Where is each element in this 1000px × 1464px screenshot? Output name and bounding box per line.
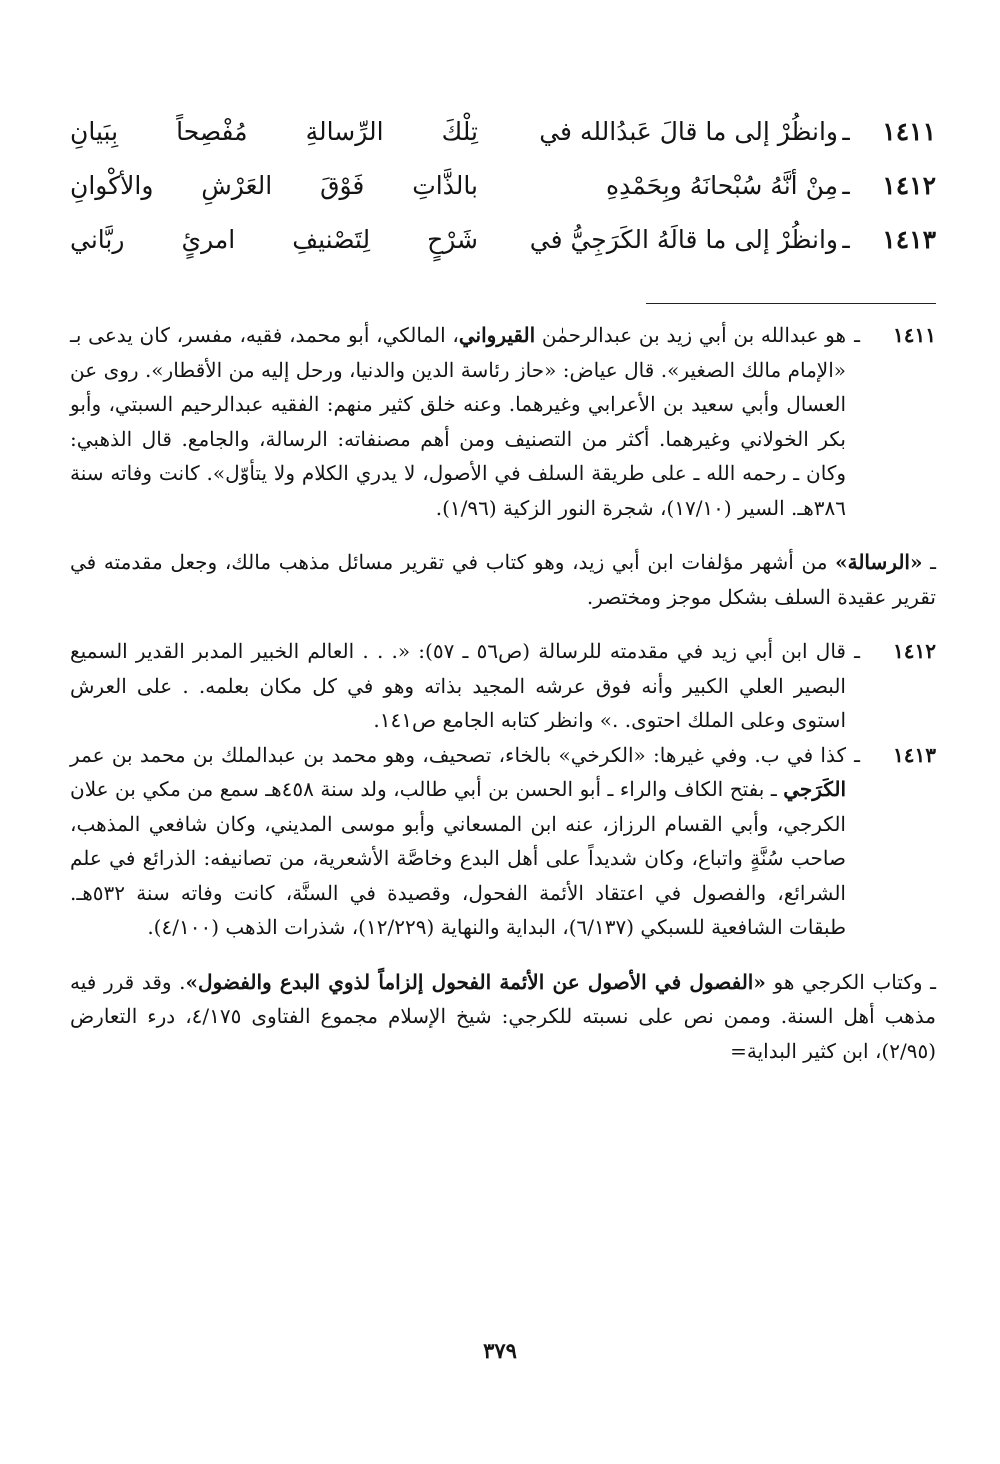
footnote-number: ١٤١٢ [893,639,936,663]
footnote-text: هو عبدالله بن أبي زيد بن عبدالرحمٰن [535,323,846,347]
footnote-number: ١٤١٣ [893,742,936,767]
footnote-separator [646,303,936,304]
footnote-body [70,738,846,945]
footnote-number: ١٤١١ [893,323,936,347]
verse-second-hemistich: تِلْكَ الرِّسالةِ مُفْصِحاً بِبَيانِ [70,117,478,146]
footnote-bold-text: الكَرَجي [783,777,847,801]
verse-first-hemistich: وانظُرْ إلى ما قالَهُ الكَرَجِيُّ في [529,225,838,254]
footnote-paragraph [70,318,846,525]
footnote-dash: ـ [854,742,860,767]
footnote-bold-text: «الرسالة» [835,550,923,574]
footnote-text: كذا في ب. وفي غيرها: «الكرخي» بالخاء، تصحيف، وهو محمد بن عبدالملك بن محمد بن عمر [70,742,846,767]
verse-number: ١٤١٢ [882,171,936,200]
verse-line [70,159,936,213]
footnote-dash: ـ [854,639,860,663]
verse-dash: ـ [842,225,850,254]
footnote-text: ، المالكي، أبو محمد، فقيه، مفسر، كان يدعى بـ «الإمام مالك الصغير». قال عياض: «حاز رئاسة الدين والدنيا، ورحل إليه من الأقطار». روى عن العسال وأبي سعيد بن الأعرابي وغيرهما. وعنه خلق كثير منهم: الفقيه عبدالرحيم السبتي، وأبو بكر الخولاني وغيرهما. أكثر من التصنيف ومن أهم مصنفاته: الرسالة، والجامع. قال الذهبي: وكان ـ رحمه الله ـ على طريقة السلف في الأصول، لا يدري الكلام ولا يتأوّل». كانت وفاته سنة ٣٨٦هـ. السير (١٧/١٠)، شجرة النور الزكية (١/٩٦). [70,323,846,520]
verse-number: ١٤١٣ [882,225,936,254]
footnote [70,634,936,738]
verse-line [70,105,936,159]
footnote-paragraph [70,545,936,614]
footnote-bold-text: القيرواني [458,323,536,347]
footnote-text: من أشهر مؤلفات ابن أبي زيد، وهو كتاب في تقرير مسائل مذهب مالك، وجعل مقدمته في تقرير عقيدة السلف بشكل موجز ومختصر. [70,550,936,609]
footnote-dash: ـ [854,323,860,347]
verse-number: ١٤١١ [882,117,936,146]
footnote-text: قال ابن أبي زيد في مقدمته للرسالة (ص٥٦ ـ ٥٧): «. . . العالم الخبير المدبر القدير السميع البصير العلي الكبير وأنه فوق عرشه المجيد بذاته وهو في كل مكان بعلمه. . على العرش استوى وعلى الملك احتوى. .» وانظر كتابه الجامع ص١٤١. [70,639,846,732]
verse-first-hemistich: مِنْ أنَّهُ سُبْحانَهُ وبِحَمْدِهِ [605,171,838,200]
footnote [70,318,936,525]
footnote-text: ـ [922,550,936,574]
footnote-body [70,634,846,738]
verse-dash: ـ [842,117,850,146]
page-number: ٣٧٩ [483,1338,517,1363]
verse-dash: ـ [842,171,850,200]
verse-first-hemistich: وانظُرْ إلى ما قالَ عَبدُالله في [539,117,838,146]
verse-second-hemistich: بالذَّاتِ فَوْقَ العَرْشِ والأكْوانِ [70,171,478,200]
footnote-paragraph [70,738,846,945]
footnote-text: ـ وكتاب الكرجي هو [765,969,937,994]
footnote-paragraph [70,634,846,738]
footnotes [70,318,936,1068]
verses-block [70,105,936,267]
footnote-body [70,318,846,525]
footnote-paragraph [70,965,936,1069]
verse-second-hemistich: شَرْحٍ لِتَصْنيفِ امرئٍ ربَّاني [70,225,478,254]
footnote [70,738,936,945]
verse-line [70,213,936,267]
footnote-bold-text: «الفصول في الأصول عن الأئمة الفحول إلزاماً لذوي البدع والفضول» [185,969,766,994]
footnote-text: . وقد قرر فيه مذهب أهل السنة. وممن نص على نسبته للكرجي: شيخ الإسلام مجموع الفتاوى ٤/١٧٥، درء التعارض (٢/٩٥)، ابن كثير البداية= [70,969,936,1063]
footnote-text: ـ بفتح الكاف والراء ـ أبو الحسن بن أبي طالب، ولد سنة ٤٥٨هـ سمع من مكي بن علان الكرجي، وأبي القسام الرزاز، عنه ابن المسعاني وأبو موسى المديني، وكان شافعي المذهب، صاحب سُنَّةٍ واتباع، وكان شديداً على أهل البدع وخاصَّة الأشعرية، من تصانيفه: الذرائع في علم الشرائع، والفصول في اعتقاد الأئمة الفحول، وقصيدة في السنَّة، كانت وفاته سنة ٥٣٢هـ. طبقات الشافعية للسبكي (٦/١٣٧)، البداية والنهاية (١٢/٢٢٩)، شذرات الذهب (٤/١٠٠). [70,777,846,939]
page-content [70,105,936,1088]
